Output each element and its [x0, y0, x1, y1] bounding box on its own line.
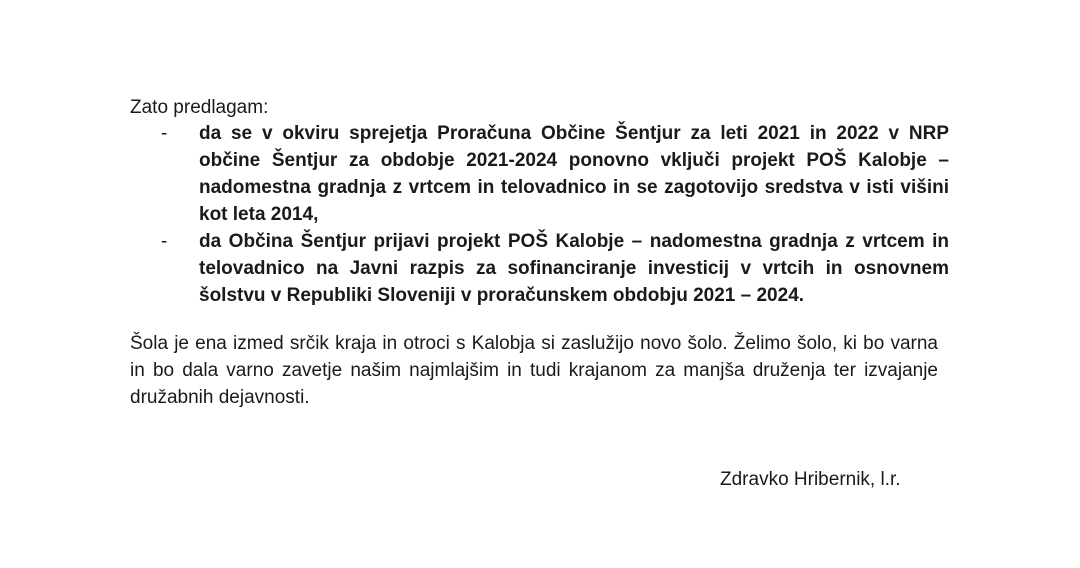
- proposal-text: da se v okviru sprejetja Proračuna Občine Šentjur za leti 2021 in 2022 v NRP občine Šentjur za obdobje 2021-2024 ponovno vključi projekt POŠ Kalobje – nadomestna gradnja z vrtcem in telovadnico in se zagotovijo sredstva v isti višini kot leta 2014,: [199, 123, 949, 225]
- proposal-text: da Občina Šentjur prijavi projekt POŠ Kalobje – nadomestna gradnja z vrtcem in telovadnico na Javni razpis za sofinanciranje investicij v vrtcih in osnovnem šolstvu v Republiki Sloveniji v proračunskem obdobju 2021 – 2024.: [199, 231, 949, 306]
- signature: Zdravko Hribernik, l.r.: [720, 469, 901, 490]
- dash-bullet: -: [161, 123, 168, 144]
- body-paragraph: Šola je ena izmed srčik kraja in otroci s Kalobja si zaslužijo novo šolo. Želimo šolo, ki bo varna in bo dala varno zavetje našim najmlajšim in tudi krajanom za manjša druženja ter izvajanje družabnih dejavnosti.: [130, 333, 938, 408]
- dash-bullet: -: [161, 231, 168, 252]
- proposal-item: [130, 228, 949, 309]
- proposal-item: [130, 120, 949, 228]
- proposal-list: [130, 120, 960, 309]
- intro-text: Zato predlagam:: [130, 97, 269, 118]
